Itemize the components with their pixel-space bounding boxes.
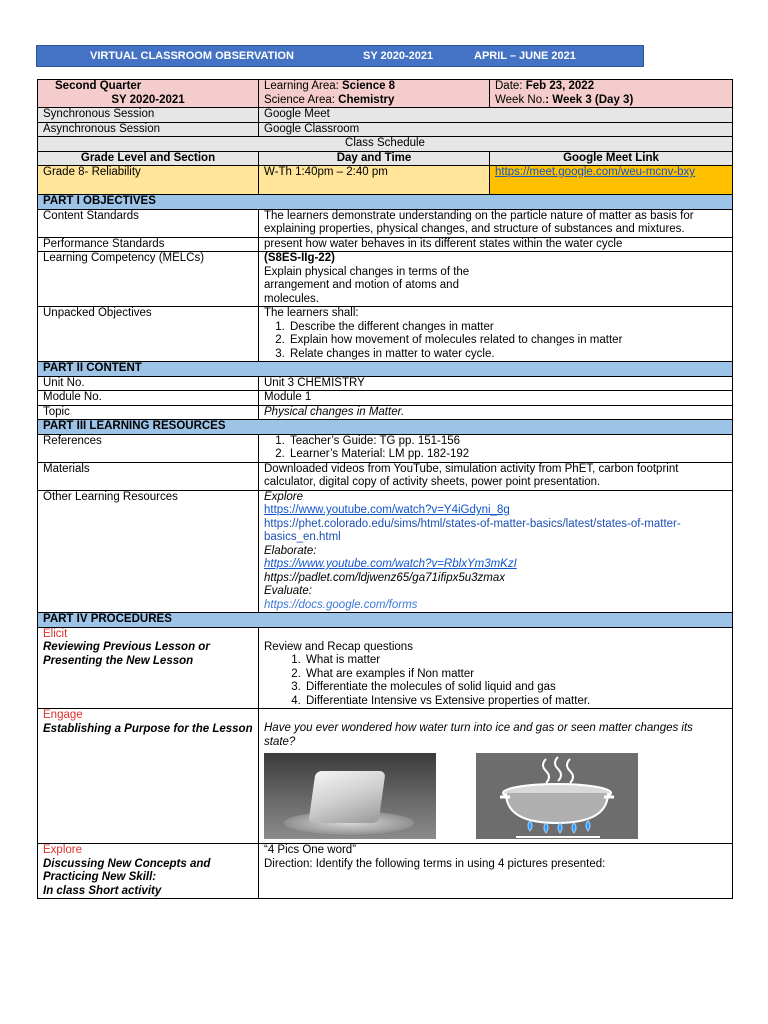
references-label: References <box>38 434 259 462</box>
topic-row <box>38 405 733 420</box>
elicit-label-cell <box>38 627 259 709</box>
header-banner <box>36 45 644 67</box>
engage-question: Have you ever wondered how water turn into ice and gas or seen matter changes its state? <box>264 722 693 748</box>
science-area-value: Chemistry <box>338 93 395 106</box>
part2-header-row <box>38 362 733 377</box>
explore-content-cell <box>259 844 733 899</box>
part3-header-row <box>38 420 733 435</box>
elicit-question: 3. Differentiate the molecules of solid liquid and gas <box>304 681 727 695</box>
performance-standards-label: Performance Standards <box>38 237 259 252</box>
engage-label-cell <box>38 709 259 844</box>
other-resources-label: Other Learning Resources <box>38 490 259 613</box>
explore-direction: Direction: Identify the following terms in using 4 pictures presented: <box>264 857 606 870</box>
elicit-intro: Review and Recap questions <box>264 640 413 653</box>
topic-value: Physical changes in Matter. <box>259 405 733 420</box>
elicit-tag: Elicit <box>43 627 68 640</box>
elicit-question: 1. What is matter <box>304 654 727 668</box>
banner-period: APRIL – JUNE 2021 <box>474 50 576 62</box>
unpacked-objectives-cell <box>259 307 733 362</box>
elicit-question: 4. Differentiate Intensive vs Extensive properties of matter. <box>304 695 727 709</box>
evaluate-forms-link[interactable]: https://docs.google.com/forms <box>264 598 418 611</box>
date-value: Feb 23, 2022 <box>525 80 595 92</box>
performance-standards-row <box>38 237 733 252</box>
schedule-time: W-Th 1:40pm – 2:40 pm <box>259 166 490 195</box>
quarter-label: Second Quarter <box>55 80 142 92</box>
part3-title: PART III LEARNING RESOURCES <box>38 420 733 435</box>
part1-title: PART I OBJECTIVES <box>38 195 733 210</box>
materials-label: Materials <box>38 462 259 490</box>
engage-tag: Engage <box>43 709 83 721</box>
quarter-cell <box>38 80 259 108</box>
schedule-title: Class Schedule <box>38 137 733 152</box>
other-resources-row <box>38 490 733 613</box>
materials-value: Downloaded videos from YouTube, simulation activity from PhET, carbon footprint calculator, digital copy of activity sheets, power point presentation. <box>259 462 733 490</box>
melting-ice-image <box>264 753 436 839</box>
content-standards-label: Content Standards <box>38 209 259 237</box>
module-value: Module 1 <box>259 391 733 406</box>
elicit-content-cell <box>259 627 733 709</box>
sync-session-row <box>38 108 733 123</box>
boiling-pot-image <box>476 753 638 839</box>
google-meet-link[interactable]: https://meet.google.com/weu-mcnv-bxy <box>495 166 696 178</box>
learning-area-value: Science 8 <box>342 80 396 92</box>
content-standards-value: The learners demonstrate understanding on the particle nature of matter as basis for explaining properties, physical changes, and structure of substances and mixtures. <box>259 209 733 237</box>
objective-item: 1. Describe the different changes in matter <box>288 321 727 335</box>
module-row <box>38 391 733 406</box>
explore-sublabel: In class Short activity <box>43 884 162 897</box>
unpacked-objectives-label: Unpacked Objectives <box>38 307 259 362</box>
melc-cell <box>259 252 733 307</box>
references-cell <box>259 434 733 462</box>
banner-school-year: SY 2020-2021 <box>363 50 434 62</box>
area-cell <box>259 80 490 108</box>
learning-area-label: Learning Area: <box>264 80 343 92</box>
elaborate-padlet-link[interactable]: https://padlet.com/ldjwenz65/ga71ifipx5u3zmax <box>264 571 506 584</box>
explore-label-cell <box>38 844 259 899</box>
science-area-label: Science Area: <box>264 93 339 106</box>
explore-row <box>38 844 733 899</box>
week-value: : Week 3 (Day 3) <box>545 93 634 106</box>
schedule-row <box>38 166 733 195</box>
engage-pictures <box>264 749 727 843</box>
part2-title: PART II CONTENT <box>38 362 733 377</box>
explore-activity-title: “4 Pics One word” <box>264 844 357 856</box>
part4-title: PART IV PROCEDURES <box>38 613 733 628</box>
reference-item: 1. Teacher’s Guide: TG pp. 151-156 <box>288 435 727 449</box>
unit-value: Unit 3 CHEMISTRY <box>259 376 733 391</box>
part4-header-row <box>38 613 733 628</box>
lesson-plan-table <box>37 79 733 899</box>
references-row <box>38 434 733 462</box>
async-session-value: Google Classroom <box>259 122 733 137</box>
sync-session-value: Google Meet <box>259 108 733 123</box>
performance-standards-value: present how water behaves in its different states within the water cycle <box>259 237 733 252</box>
reference-item: 2. Learner’s Material: LM pp. 182-192 <box>288 448 727 462</box>
content-standards-row <box>38 209 733 237</box>
explore-label: Discussing New Concepts and Practicing New Skill: <box>43 857 211 883</box>
elaborate-youtube-link[interactable]: https://www.youtube.com/watch?v=RblxYm3mKzI <box>264 558 517 570</box>
part1-header-row <box>38 195 733 210</box>
science-area <box>264 94 484 108</box>
week <box>495 94 727 108</box>
schedule-grade: Grade 8- Reliability <box>38 166 259 195</box>
unpacked-objectives-row <box>38 307 733 362</box>
resource-elaborate-label: Elaborate: <box>264 544 317 557</box>
schedule-title-row <box>38 137 733 152</box>
schedule-header-row <box>38 151 733 166</box>
sync-session-label: Synchronous Session <box>38 108 259 123</box>
explore-phet-link[interactable]: https://phet.colorado.edu/sims/html/states-of-matter-basics/latest/states-of-matter-basics_en.html <box>264 517 681 543</box>
module-label: Module No. <box>38 391 259 406</box>
async-session-label: Asynchronous Session <box>38 122 259 137</box>
learning-area <box>264 80 484 94</box>
resource-explore-label: Explore <box>264 490 303 503</box>
date-label: Date: <box>495 80 526 92</box>
date <box>495 80 727 94</box>
elicit-question: 2. What are examples if Non matter <box>304 668 727 682</box>
unpacked-intro: The learners shall: <box>264 307 359 319</box>
resource-evaluate-label: Evaluate: <box>264 585 312 597</box>
elicit-row <box>38 627 733 709</box>
engage-label: Establishing a Purpose for the Lesson <box>43 722 253 735</box>
week-label: Week No. <box>495 93 546 106</box>
schedule-col-time: Day and Time <box>259 151 490 166</box>
quarter-school-year: SY 2020-2021 <box>111 93 185 106</box>
objective-item: 3. Relate changes in matter to water cycle. <box>288 348 727 362</box>
melc-text: Explain physical changes in terms of the arrangement and motion of atoms and molecules. <box>264 265 470 305</box>
explore-youtube-link[interactable]: https://www.youtube.com/watch?v=Y4iGdyni_8g <box>264 504 510 516</box>
other-resources-cell <box>259 490 733 613</box>
banner-title: VIRTUAL CLASSROOM OBSERVATION <box>90 50 294 62</box>
objective-item: 2. Explain how movement of molecules related to changes in matter <box>288 334 727 348</box>
elicit-label: Reviewing Previous Lesson or Presenting the New Lesson <box>43 641 210 667</box>
schedule-col-link: Google Meet Link <box>490 151 733 166</box>
melc-code: (S8ES-IIg-22) <box>264 252 335 264</box>
engage-content-cell <box>259 709 733 844</box>
schedule-col-grade: Grade Level and Section <box>38 151 259 166</box>
schedule-link-cell <box>490 166 733 195</box>
melc-label: Learning Competency (MELCs) <box>38 252 259 307</box>
explore-tag: Explore <box>43 844 82 856</box>
unit-label: Unit No. <box>38 376 259 391</box>
melc-row <box>38 252 733 307</box>
unit-row <box>38 376 733 391</box>
header-row <box>38 80 733 108</box>
async-session-row <box>38 122 733 137</box>
engage-row <box>38 709 733 844</box>
topic-label: Topic <box>38 405 259 420</box>
date-cell <box>490 80 733 108</box>
materials-row <box>38 462 733 490</box>
